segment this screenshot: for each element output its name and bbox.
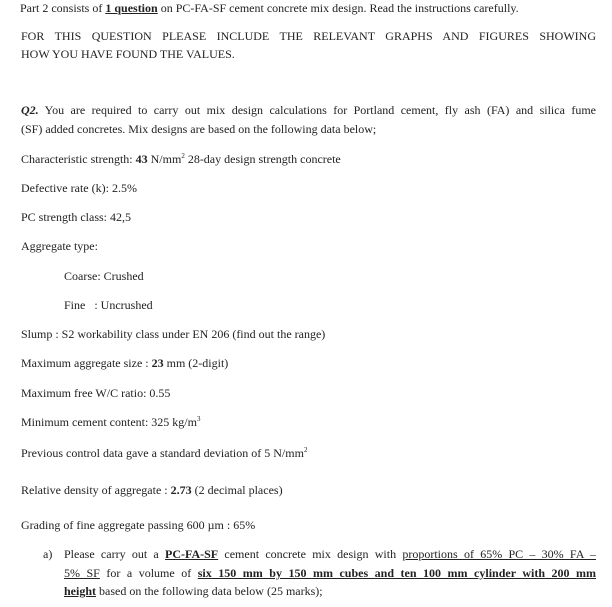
intro-prefix: Part 2 consists of <box>20 1 106 15</box>
defective-rate-line: Defective rate (k): 2.5% <box>21 181 137 195</box>
max-aggregate-line <box>21 356 228 371</box>
strength-sup: 2 <box>181 152 185 160</box>
intro-line <box>20 1 519 16</box>
part-a-line-1 <box>64 547 596 562</box>
coarse-aggregate-line: Coarse: Crushed <box>64 269 144 283</box>
previous-control-sup: 2 <box>303 446 308 454</box>
part-a-text-4: based on the following data below (25 marks); <box>96 584 323 598</box>
part-a-proportions-1: proportions of 65% PC – 30% FA – <box>402 547 596 561</box>
relative-density-label: Relative density of aggregate : <box>21 483 171 497</box>
part-a-volume-1: six 150 mm by 150 mm cubes and ten 100 mm cylinder with 200 mm <box>197 566 597 580</box>
relative-density-line <box>21 483 283 498</box>
min-cement-sup: 3 <box>196 415 201 423</box>
strength-value: 43 <box>135 152 148 166</box>
strength-label: Characteristic strength: <box>21 152 136 166</box>
max-wc-ratio-line: Maximum free W/C ratio: 0.55 <box>21 386 171 400</box>
part-a-mix-type: PC-FA-SF <box>165 547 219 561</box>
max-aggregate-label: Maximum aggregate size : <box>21 356 152 370</box>
strength-unit: N/mm <box>147 152 182 166</box>
max-aggregate-value: 23 <box>151 356 164 370</box>
aggregate-type-line: Aggregate type: <box>21 239 98 253</box>
part-a-proportions-2: 5% SF <box>64 566 100 580</box>
previous-control-line <box>21 446 307 461</box>
strength-suffix: 28-day design strength concrete <box>184 152 341 166</box>
fine-aggregate-line: Fine : Uncrushed <box>64 298 153 312</box>
question-number: Q2. <box>21 103 39 117</box>
question-line-1 <box>21 103 596 118</box>
strength-line <box>21 152 341 167</box>
part-a-text-1: Please carry out a <box>64 547 166 561</box>
part-a-line-3 <box>64 584 323 599</box>
question-line-2: (SF) added concretes. Mix designs are based on the following data below; <box>21 122 377 136</box>
min-cement-line <box>21 415 200 430</box>
question-text-1: You are required to carry out mix design calculations for Portland cement, fly ash (FA) and silica fume <box>38 103 596 117</box>
relative-density-value: 2.73 <box>170 483 192 497</box>
grading-line: Grading of fine aggregate passing 600 µm : 65% <box>21 518 256 532</box>
min-cement-text: Minimum cement content: 325 kg/m <box>21 415 197 429</box>
part-a-line-2 <box>64 566 596 581</box>
instruction-line-2: HOW YOU HAVE FOUND THE VALUES. <box>21 47 235 61</box>
intro-suffix: on PC-FA-SF cement concrete mix design. Read the instructions carefully. <box>157 1 519 15</box>
pc-strength-class-line: PC strength class: 42,5 <box>21 210 131 224</box>
part-a-marker: a) <box>43 547 53 561</box>
part-a-text-2: cement concrete mix design with <box>218 547 403 561</box>
part-a-text-3: for a volume of <box>99 566 198 580</box>
instruction-line-1: FOR THIS QUESTION PLEASE INCLUDE THE RELEVANT GRAPHS AND FIGURES SHOWING <box>21 29 596 43</box>
slump-line: Slump : S2 workability class under EN 206 (find out the range) <box>21 327 326 341</box>
max-aggregate-suffix: mm (2-digit) <box>163 356 229 370</box>
relative-density-suffix: (2 decimal places) <box>191 483 283 497</box>
intro-question-count: 1 question <box>105 1 158 15</box>
previous-control-text: Previous control data gave a standard deviation of 5 N/mm <box>21 446 304 460</box>
part-a-volume-2: height <box>64 584 97 598</box>
